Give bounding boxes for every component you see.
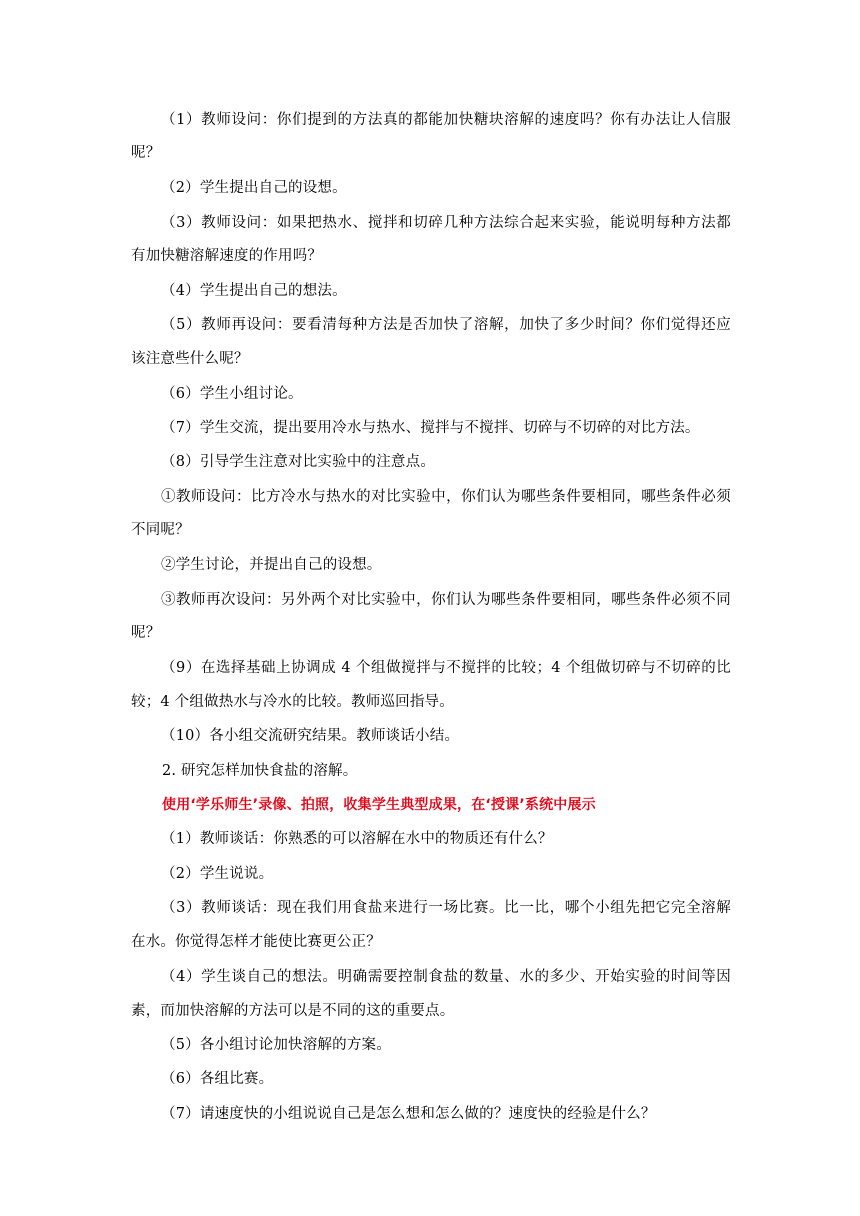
paragraph-line: 呢？ [131, 145, 161, 161]
paragraph-line: （3）教师设问：如果把热水、搅拌和切碎几种方法综合起来实验，能说明每种方法都 [161, 215, 731, 231]
paragraph-line: （5）教师再设问：要看清每种方法是否加快了溶解，加快了多少时间？你们觉得还应 [161, 317, 731, 333]
paragraph-line: （1）教师谈话：你熟悉的可以溶解在水中的物质还有什么？ [161, 831, 553, 847]
paragraph-line: （4）学生谈自己的想法。明确需要控制食盐的数量、水的多少、开始实验的时间等因 [161, 969, 731, 985]
paragraph-line: 不同呢？ [131, 522, 190, 538]
paragraph-line: （5）各小组讨论加快溶解的方案。 [161, 1037, 391, 1053]
paragraph-line: （2）学生说说。 [161, 866, 274, 882]
paragraph-line: 在水。你觉得怎样才能使比赛更公正？ [131, 934, 381, 950]
paragraph-line: ③教师再次设问：另外两个对比实验中，你们认为哪些条件要相同，哪些条件必须不同 [161, 592, 731, 608]
paragraph-line: （9）在选择基础上协调成 4 个组做搅拌与不搅拌的比较；4 个组做切碎与不切碎的比 [161, 660, 731, 676]
paragraph-line: （6）各组比赛。 [161, 1071, 274, 1087]
paragraph-line: 有加快糖溶解速度的作用吗？ [131, 248, 323, 264]
paragraph-line: （1）教师设问：你们提到的方法真的都能加快糖块溶解的速度吗？你有办法让人信服 [161, 112, 731, 128]
paragraph-line: ②学生讨论，并提出自己的设想。 [161, 557, 382, 573]
paragraph-line: （2）学生提出自己的设想。 [161, 180, 347, 196]
paragraph-line: （6）学生小组讨论。 [161, 386, 303, 402]
paragraph-line: （3）教师谈话：现在我们用食盐来进行一场比赛。比一比，哪个小组先把它完全溶解 [161, 900, 731, 916]
paragraph-line: （10）各小组交流研究结果。教师谈话小结。 [161, 728, 460, 744]
paragraph-line: （7）学生交流，提出要用冷水与热水、搅拌与不搅拌、切碎与不切碎的对比方法。 [161, 420, 700, 436]
paragraph-line: （8）引导学生注意对比实验中的注意点。 [161, 454, 436, 470]
paragraph-line: 较；4 个组做热水与冷水的比较。教师巡回指导。 [131, 694, 454, 710]
paragraph-line: 素，而加快溶解的方法可以是不同的这的重要点。 [131, 1003, 455, 1019]
highlight-note: 使用‘学乐师生’录像、拍照，收集学生典型成果，在‘授课’系统中展示 [162, 797, 596, 813]
paragraph-line: 该注意些什么呢？ [131, 351, 249, 367]
section-heading: 2. 研究怎样加快食盐的溶解。 [162, 763, 358, 779]
paragraph-line: 呢？ [131, 625, 161, 641]
paragraph-line: （7）请速度快的小组说说自己是怎么想和怎么做的？速度快的经验是什么？ [161, 1106, 656, 1122]
paragraph-line: （4）学生提出自己的想法。 [161, 283, 347, 299]
paragraph-line: ①教师设问：比方冷水与热水的对比实验中，你们认为哪些条件要相同，哪些条件必须 [161, 489, 731, 505]
